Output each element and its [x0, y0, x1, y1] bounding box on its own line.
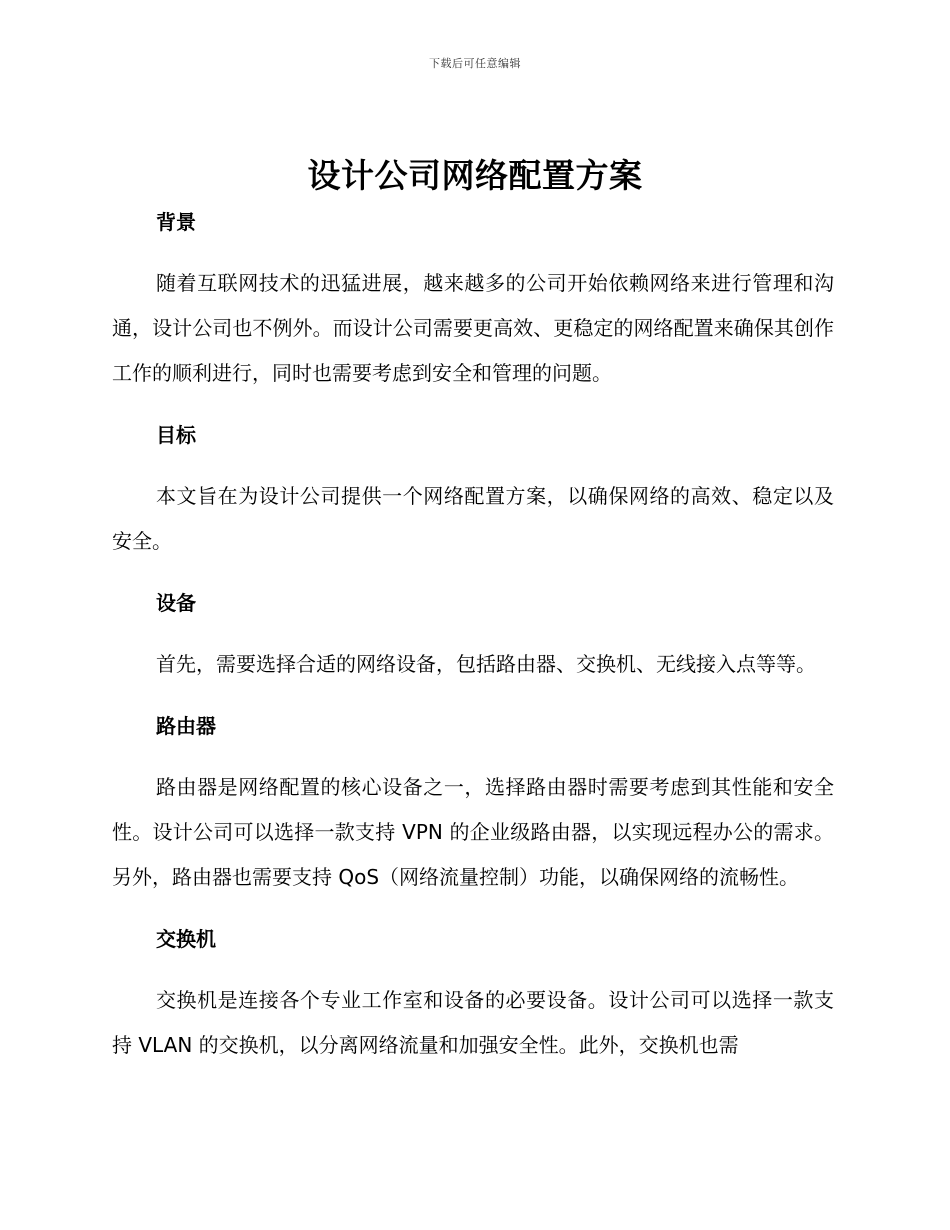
section-heading-switch: 交换机 [156, 927, 216, 951]
section-paragraph-goal: 本文旨在为设计公司提供一个网络配置方案，以确保网络的高效、稳定以及安全。 [112, 484, 834, 553]
section-heading-background: 背景 [156, 210, 196, 234]
section-paragraph-background: 随着互联网技术的迅猛进展，越来越多的公司开始依赖网络来进行管理和沟通，设计公司也不例外。而设计公司需要更高效、更稳定的网络配置来确保其创作工作的顺利进行，同时也需要考虑到安全和管理的问题。 [112, 271, 834, 385]
header-note: 下载后可任意编辑 [429, 57, 521, 70]
document-body [112, 205, 834, 1090]
section-heading-router: 路由器 [156, 714, 216, 738]
section-heading-equipment: 设备 [156, 591, 196, 615]
section-paragraph-equipment: 首先，需要选择合适的网络设备，包括路由器、交换机、无线接入点等等。 [156, 652, 816, 676]
document-title: 设计公司网络配置方案 [307, 156, 643, 195]
section-paragraph-router: 路由器是网络配置的核心设备之一，选择路由器时需要考虑到其性能和安全性。设计公司可以选择一款支持 VPN 的企业级路由器，以实现远程办公的需求。另外，路由器也需要支持 QoS（网络流量控制）功能，以确保网络的流畅性。 [112, 775, 834, 889]
section-heading-goal: 目标 [156, 423, 196, 447]
section-paragraph-switch: 交换机是连接各个专业工作室和设备的必要设备。设计公司可以选择一款支持 VLAN 的交换机，以分离网络流量和加强安全性。此外，交换机也需 [112, 988, 834, 1057]
